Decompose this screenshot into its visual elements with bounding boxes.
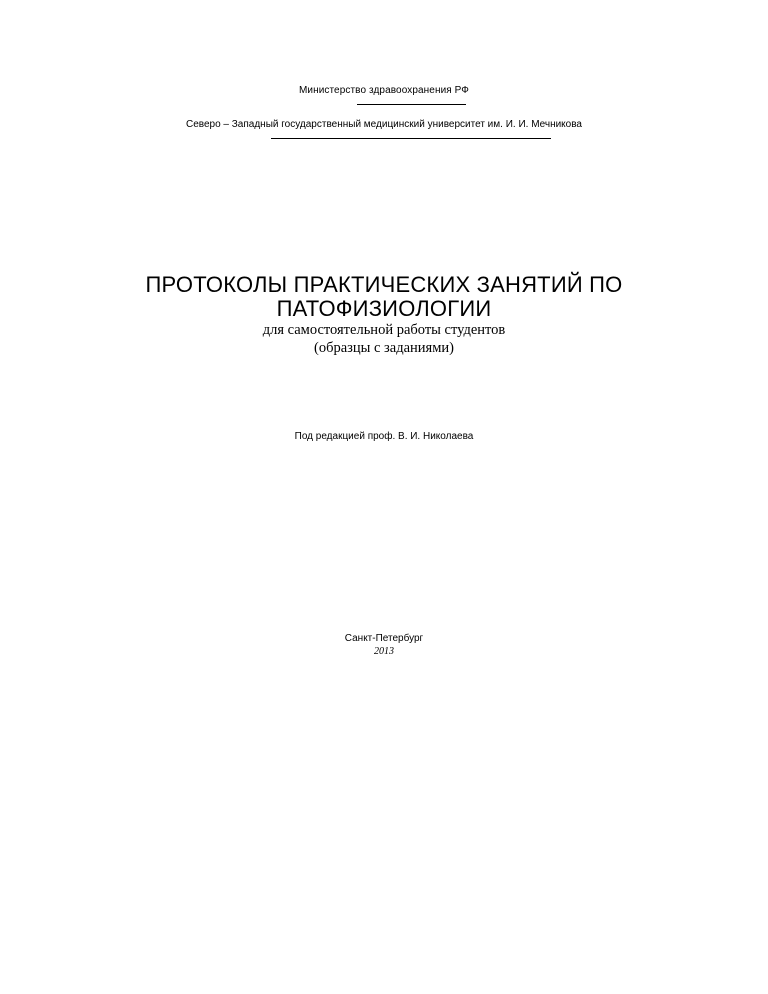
document-title-line-2: ПАТОФИЗИОЛОГИИ <box>276 296 492 321</box>
publication-city: Санкт-Петербург <box>344 633 424 644</box>
document-subtitle-line-2: (образцы с заданиями) <box>314 340 454 356</box>
ministry-name: Министерство здравоохранения РФ <box>298 85 470 96</box>
university-underline <box>271 138 551 139</box>
document-title-line-1: ПРОТОКОЛЫ ПРАКТИЧЕСКИХ ЗАНЯТИЙ ПО <box>145 272 623 297</box>
editor-credit: Под редакцией проф. В. И. Николаева <box>294 431 474 442</box>
publication-year: 2013 <box>374 646 394 657</box>
university-name: Северо – Западный государственный медицинский университет им. И. И. Мечникова <box>185 119 582 130</box>
ministry-underline <box>357 104 466 105</box>
document-subtitle-line-1: для самостоятельной работы студентов <box>262 322 506 338</box>
